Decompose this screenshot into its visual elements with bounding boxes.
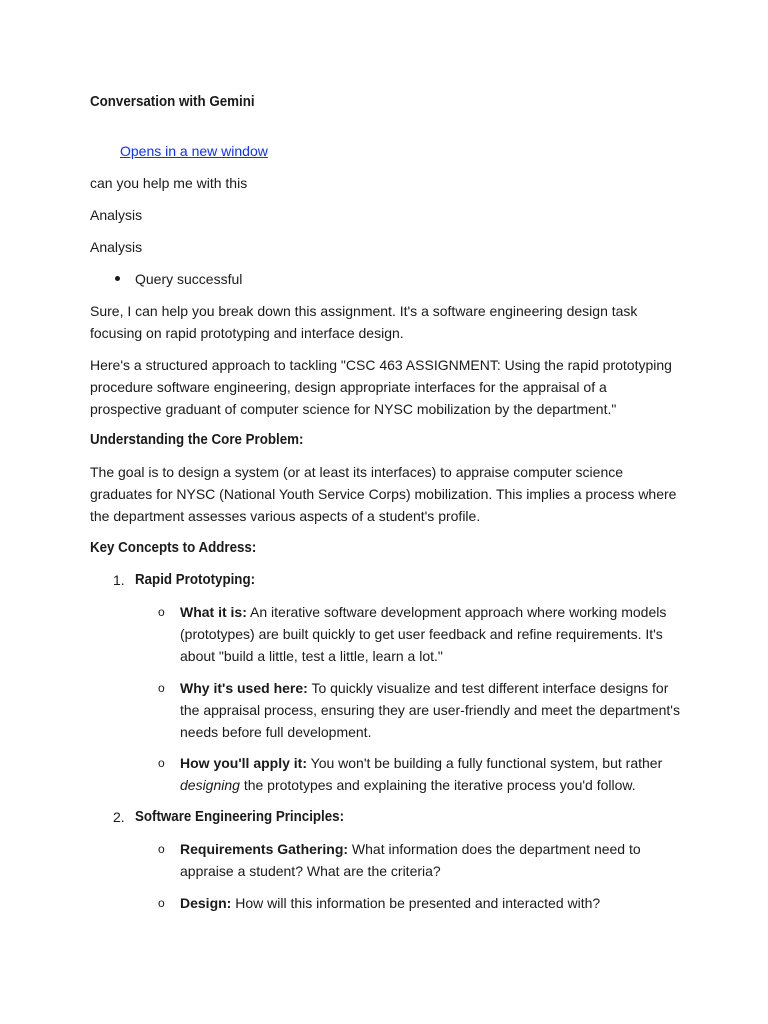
list-item [158,601,680,667]
core-paragraph: The goal is to design a system (or at least its interfaces) to appraise computer science graduates for NYSC (National Youth Service Corps) mobilization. This implies a process where the department assesses various aspects of a student's profile. [90,464,677,524]
item-text: How will this information be presented and interacted with? [235,895,601,911]
list-item [158,838,680,882]
user-prompt: can you help me with this [90,175,248,191]
item-term: How you'll apply it: [180,755,307,771]
link-text[interactable]: Opens in a new window [120,143,268,159]
core-heading: Understanding the Core Problem: [90,432,304,448]
sub-bullet-icon: o [158,756,165,770]
bullet-icon [115,276,120,281]
item-text: the prototypes and explaining the iterative process you'd follow. [243,777,636,793]
concept-label: Software Engineering Principles: [135,809,345,825]
approach-paragraph: Here's a structured approach to tackling "CSC 463 ASSIGNMENT: Using the rapid prototyping procedure software engineering, design appropriate interfaces for the appraisal of a prospective graduant of computer science for NYSC mobilization by the department." [90,357,672,417]
sub-bullet-icon: o [158,605,165,619]
list-number: 2. [113,809,125,825]
concepts-heading: Key Concepts to Address: [90,540,257,556]
item-emphasis: designing [180,777,240,793]
list-item [158,892,680,914]
item-text: You won't be building a fully functional system, but rather [310,755,663,771]
query-status: Query successful [135,271,243,287]
intro-paragraph: Sure, I can help you break down this assignment. It's a software engineering design task focusing on rapid prototyping and interface design. [90,303,638,341]
list-item [158,752,680,796]
list-item [158,677,680,743]
analysis-label: Analysis [90,239,143,255]
analysis-label: Analysis [90,207,143,223]
item-text: To quickly visualize and test different interface designs for the appraisal process, ensuring they are user-friendly and meet the department's needs before full development. [180,680,680,740]
sub-bullet-icon: o [158,896,165,910]
item-term: Requirements Gathering: [180,841,349,857]
item-term: Design: [180,895,232,911]
item-text: An iterative software development approach where working models (prototypes) are built quickly to get user feedback and refine requirements. It's about "build a little, test a little, learn a lot." [180,604,667,664]
sub-bullet-icon: o [158,842,165,856]
item-term: Why it's used here: [180,680,308,696]
page-title: Conversation with Gemini [90,94,255,110]
open-new-window-link[interactable] [120,140,268,162]
list-number: 1. [113,572,125,588]
item-text: What information does the department need to appraise a student? What are the criteria? [180,841,641,879]
sub-bullet-icon: o [158,681,165,695]
item-term: What it is: [180,604,247,620]
concept-label: Rapid Prototyping: [135,572,256,588]
